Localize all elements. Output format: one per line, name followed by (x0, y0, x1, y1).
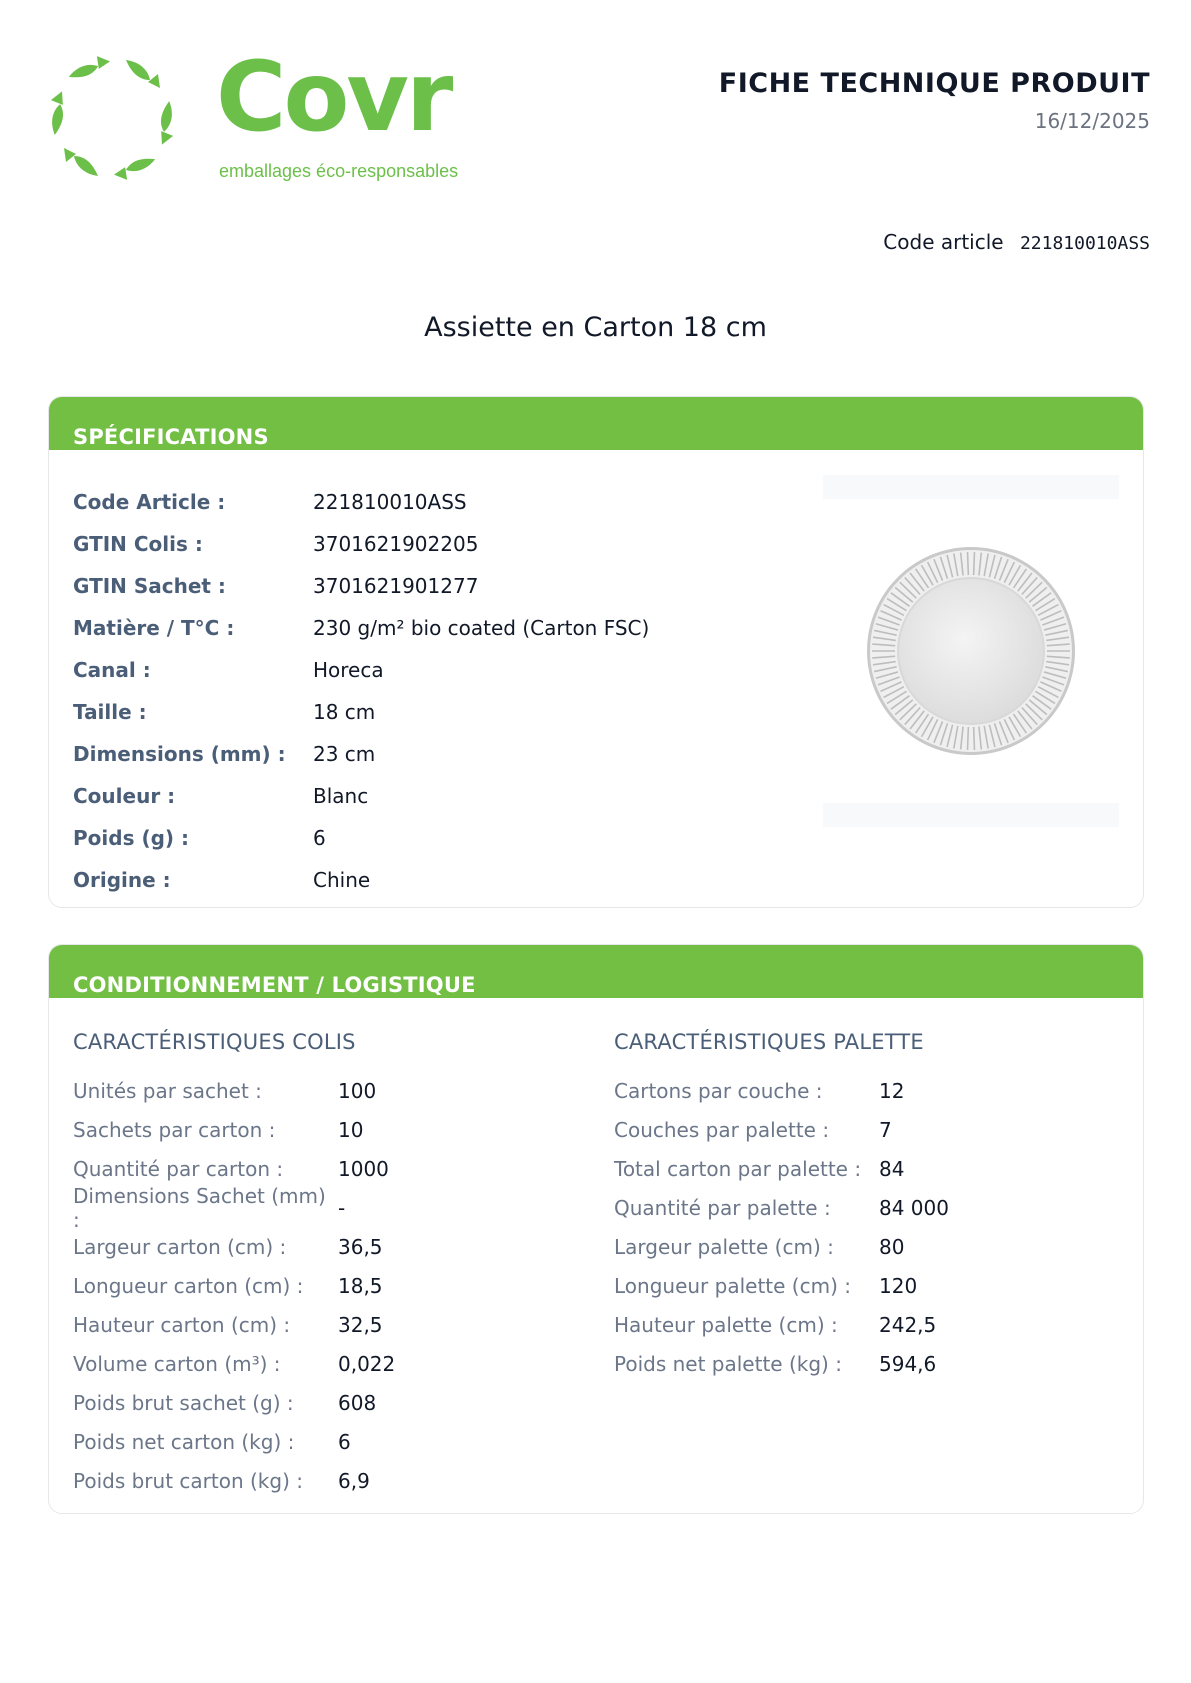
spec-value: 3701621901277 (313, 574, 479, 598)
logistics-header (49, 945, 1143, 998)
spec-label: GTIN Colis : (73, 532, 203, 556)
article-code-value: 221810010ASS (1019, 233, 1150, 254)
article-code-label: Code article (883, 230, 1004, 254)
spec-row (73, 607, 649, 649)
colis-heading: CARACTÉRISTIQUES COLIS (73, 1030, 356, 1054)
colis-row (73, 1266, 395, 1305)
specifications-header (49, 397, 1143, 450)
palette-row (614, 1110, 949, 1149)
document-title: FICHE TECHNIQUE PRODUIT (718, 68, 1150, 99)
colis-row (73, 1110, 395, 1149)
colis-label: Poids brut sachet (g) : (73, 1390, 294, 1415)
spec-value: 6 (313, 826, 326, 850)
colis-label: Volume carton (m³) : (73, 1351, 281, 1376)
brand-name: Covr (216, 41, 451, 153)
spec-row (73, 649, 649, 691)
spec-row (73, 775, 649, 817)
palette-label: Total carton par palette : (614, 1156, 862, 1181)
colis-label: Poids net carton (kg) : (73, 1429, 295, 1454)
spec-value: Horeca (313, 658, 384, 682)
spec-row (73, 565, 649, 607)
spec-value: 23 cm (313, 742, 376, 766)
colis-value: 100 (338, 1078, 377, 1103)
palette-label: Largeur palette (cm) : (614, 1234, 834, 1259)
spec-value: 221810010ASS (313, 490, 467, 514)
colis-row (73, 1227, 395, 1266)
palette-row (614, 1305, 949, 1344)
colis-value: 1000 (338, 1156, 389, 1181)
colis-value: 32,5 (338, 1312, 383, 1337)
colis-label: Quantité par carton : (73, 1156, 284, 1181)
specifications-title: SPÉCIFICATIONS (73, 425, 269, 449)
palette-row (614, 1188, 949, 1227)
spec-value: 18 cm (313, 700, 376, 724)
spec-label: Code Article : (73, 490, 226, 514)
colis-row (73, 1344, 395, 1383)
colis-value: 6 (338, 1429, 351, 1454)
spec-value: Blanc (313, 784, 369, 808)
colis-row (73, 1071, 395, 1110)
colis-label: Poids brut carton (kg) : (73, 1468, 303, 1493)
palette-row (614, 1149, 949, 1188)
spec-row (73, 733, 649, 775)
product-image (823, 475, 1119, 827)
colis-value: 18,5 (338, 1273, 383, 1298)
palette-value: 120 (879, 1273, 918, 1298)
brand-logo (48, 41, 488, 188)
product-name: Assiette en Carton 18 cm (424, 312, 767, 343)
spec-label: Dimensions (mm) : (73, 742, 286, 766)
palette-column (614, 1029, 949, 1383)
colis-column (73, 1029, 395, 1500)
palette-value: 594,6 (879, 1351, 937, 1376)
colis-row (73, 1422, 395, 1461)
colis-value: 0,022 (338, 1351, 396, 1376)
colis-label: Sachets par carton : (73, 1117, 276, 1142)
colis-value: 608 (338, 1390, 377, 1415)
colis-row (73, 1305, 395, 1344)
colis-label: Unités par sachet : (73, 1078, 262, 1103)
colis-value: 36,5 (338, 1234, 383, 1259)
plate-ridge (968, 727, 969, 750)
colis-value: 6,9 (338, 1468, 370, 1493)
spec-row (73, 523, 649, 565)
spec-label: Canal : (73, 658, 151, 682)
logistics-title: CONDITIONNEMENT / LOGISTIQUE (73, 973, 476, 997)
spec-row (73, 691, 649, 733)
recycle-leaves-icon (48, 54, 176, 182)
palette-label: Hauteur palette (cm) : (614, 1312, 838, 1337)
plate-ridge (968, 552, 969, 575)
palette-row (614, 1344, 949, 1383)
spec-label: GTIN Sachet : (73, 574, 226, 598)
specifications-list (73, 481, 649, 901)
spec-label: Taille : (73, 700, 147, 724)
colis-label: Hauteur carton (cm) : (73, 1312, 291, 1337)
colis-label: Dimensions Sachet (mm) : (73, 1183, 326, 1232)
palette-label: Poids net palette (kg) : (614, 1351, 842, 1376)
logistics-section (48, 944, 1144, 1514)
colis-label: Largeur carton (cm) : (73, 1234, 287, 1259)
spec-label: Poids (g) : (73, 826, 189, 850)
palette-label: Couches par palette : (614, 1117, 830, 1142)
palette-value: 80 (879, 1234, 905, 1259)
spec-row (73, 481, 649, 523)
spec-row (73, 859, 649, 901)
palette-label: Quantité par palette : (614, 1195, 831, 1220)
palette-value: 12 (879, 1078, 905, 1103)
colis-row (73, 1183, 395, 1232)
colis-value: 10 (338, 1117, 364, 1142)
spec-value: 230 g/m² bio coated (Carton FSC) (313, 616, 650, 640)
palette-heading: CARACTÉRISTIQUES PALETTE (614, 1030, 924, 1054)
spec-label: Origine : (73, 868, 171, 892)
spec-label: Couleur : (73, 784, 176, 808)
colis-label: Longueur carton (cm) : (73, 1273, 304, 1298)
spec-label: Matière / T°C : (73, 616, 235, 640)
brand-tagline: emballages éco-responsables (219, 161, 459, 181)
spec-value: 3701621902205 (313, 532, 479, 556)
spec-value: Chine (313, 868, 371, 892)
palette-value: 7 (879, 1117, 892, 1142)
document-date: 16/12/2025 (1034, 109, 1150, 133)
plate-ridge (974, 552, 975, 575)
colis-value: - (338, 1195, 346, 1220)
colis-row (73, 1383, 395, 1422)
colis-row (73, 1461, 395, 1500)
spec-row (73, 817, 649, 859)
palette-value: 84 (879, 1156, 905, 1181)
palette-value: 84 000 (879, 1195, 949, 1220)
paper-plate-icon (823, 475, 1119, 827)
palette-label: Longueur palette (cm) : (614, 1273, 851, 1298)
palette-row (614, 1266, 949, 1305)
palette-value: 242,5 (879, 1312, 937, 1337)
palette-label: Cartons par couche : (614, 1078, 823, 1103)
colis-row (73, 1149, 395, 1188)
palette-row (614, 1227, 949, 1266)
article-code (883, 230, 1150, 254)
specifications-section (48, 396, 1144, 908)
plate-ridge (974, 727, 975, 750)
palette-row (614, 1071, 949, 1110)
